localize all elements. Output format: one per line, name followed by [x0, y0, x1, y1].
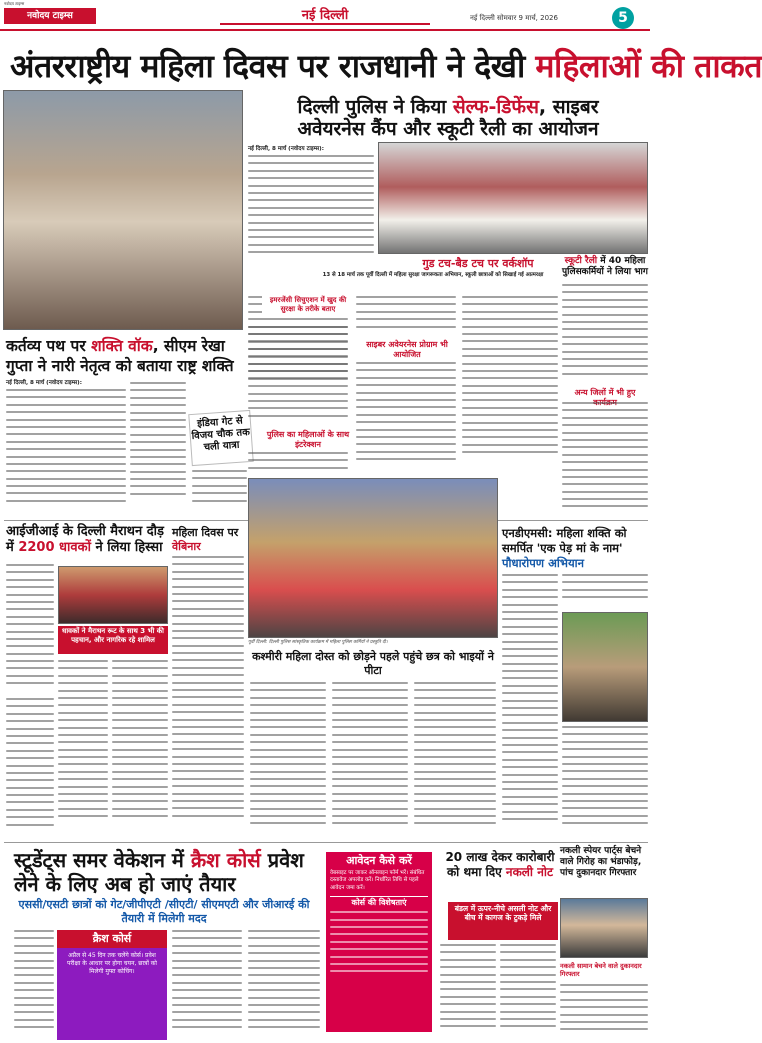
scooty-rally-text: में 40 महिला पुलिसकर्मियों ने लिया भाग [562, 256, 648, 277]
course-features-title: कोर्स की विशेषताएं [330, 896, 428, 909]
police-story-byline: नई दिल्ली, 8 मार्च (नवोदय टाइम्स): [248, 146, 324, 152]
students-headline-part1: स्टूडेंट्स समर वेकेशन में [14, 848, 191, 872]
deck-line-2: अवेयरनेस कैंप और स्कूटी रैली का आयोजन [297, 118, 599, 140]
webinar-headline-text: महिला दिवस पर [172, 526, 239, 539]
marathon-col-a [6, 564, 54, 694]
workshop-col-c [462, 296, 558, 472]
scooty-side-col-b [562, 402, 648, 520]
police-story-deck [248, 96, 648, 140]
bottom-section-divider [4, 842, 648, 843]
shakti-headline-part2: , सीएम रेखा गुप्ता ने नारी नेतृत्व को बताया राष्ट्र शक्ति [6, 337, 234, 375]
marathon-headline-part2: ने लिया हिस्सा [90, 540, 163, 555]
ndmc-col-c [562, 726, 648, 836]
marathon-col-d [112, 660, 168, 836]
police-story-text [248, 146, 374, 256]
page-header [0, 0, 650, 26]
workshop-subtext: 13 से 18 मार्च तक पूर्वी दिल्ली में महिला सुरक्षा जागरूकता अभियान, स्कूली छात्राओं को सिखाई गई आत्मरक्षा [322, 272, 544, 278]
spare-parts-col [560, 984, 648, 1038]
marathon-col-c [6, 698, 54, 836]
fake-currency-headline [440, 850, 560, 880]
deck-line-1 [248, 96, 648, 118]
scooty-rally-headline [560, 256, 650, 278]
shakti-story-col2 [130, 382, 186, 510]
spare-parts-headline: नकली स्पेयर पार्ट्स बेचने वाले गिरोह का भंडाफोड़, पांच दुकानदार गिरफ्तार [560, 846, 642, 878]
crash-course-text: अप्रैल से 45 दिन तक चलेंगे कोर्स। प्रवेश परीक्षा के आधार पर होगा चयन, छात्रों को मिलेगी मुफ्त कोचिंग। [67, 952, 157, 975]
main-headline-part1: अंतरराष्ट्रीय महिला दिवस पर राजधानी ने देखी [10, 47, 536, 85]
header-divider [0, 29, 650, 31]
currency-col-b [500, 944, 556, 1038]
scooty-side-col-a [562, 284, 648, 384]
webinar-headline [172, 526, 248, 554]
deck-line1-text: दिल्ली पुलिस ने किया [297, 96, 453, 118]
webinar-col [172, 556, 244, 836]
how-to-apply-text: वेबसाइट पर जाकर ऑनलाइन फॉर्म भरें। संबंधित दस्तावेज अपलोड करें। निर्धारित तिथि से पहले आवेदन जमा करें। [330, 870, 425, 891]
kashmiri-headline: कश्मीरी महिला दोस्त को छोड़ने पहले पहुंचे छत्र को भाइयों ने पीटा [252, 650, 494, 677]
workshop-col-a [356, 296, 456, 336]
cultural-photo-caption: पूर्वी दिल्ली: दिल्ली पुलिस सांस्कृतिक कार्यक्रम में महिला पुलिस कर्मियों ने प्रस्तुति दी। [248, 640, 388, 645]
ndmc-col-a [502, 574, 558, 836]
ndmc-col-b [562, 574, 648, 610]
webinar-headline-highlight: वेबिनार [172, 540, 201, 553]
masthead-logo: नवोदय टाइम्स [4, 8, 96, 24]
shakti-headline-highlight: शक्ति वॉक [91, 337, 153, 355]
police-col-b [248, 326, 348, 426]
students-headline [14, 848, 309, 896]
shakti-story-col3 [192, 470, 247, 512]
crash-course-box [57, 930, 167, 1040]
fake-currency-callout: बंडल में ऊपर-नीचे असली नोट और बीच में कागज के टुकड़े मिले [448, 902, 558, 940]
crash-course-title: क्रैश कोर्स [57, 930, 167, 948]
workshop-col-b [356, 362, 456, 472]
students-col-b [172, 930, 242, 1038]
masthead-tag: नवोदय टाइम्स [4, 1, 25, 6]
how-to-apply-box [326, 852, 432, 1032]
page-number: 5 [612, 7, 634, 29]
students-subhead: एससी/एसटी छात्रों को गेट/जीपीएटी /सीएटी/ सीएमएटी और जीआरई की तैयारी में मिलेगी मदद [18, 898, 310, 925]
ndmc-headline-text: एनडीएमसी: महिला शक्ति को समर्पित 'एक पेड़ मां के नाम' [502, 526, 627, 555]
deck-line1-end: , साइबर [538, 96, 599, 118]
route-callout: इंडिया गेट से विजय चौक तक चली यात्रा [188, 410, 253, 466]
cultural-event-photo [248, 478, 498, 638]
fake-currency-headline-highlight: नकली नोट [505, 865, 554, 879]
shakti-story-byline: नई दिल्ली, 8 मार्च (नवोदय टाइम्स): [6, 380, 82, 386]
subhead-cyber: साइबर अवेयरनेस प्रोग्राम भी आयोजित [366, 340, 448, 359]
fake-currency-headline-text: 20 लाख देकर कारोबारी को थमा दिए [445, 850, 555, 879]
subhead-other-districts: अन्य जिलों में भी हुए [574, 388, 636, 397]
students-col-c [248, 930, 320, 1038]
kashmiri-col-a [250, 682, 326, 836]
scooty-rally-highlight: स्कूटी रैली [564, 256, 598, 266]
marathon-headline-highlight: 2200 धावकों [18, 540, 91, 555]
marathon-photo [58, 566, 168, 624]
police-col-c [248, 452, 348, 476]
spare-parts-quote: नकली सामान बेचने वाले दुकानदार गिरफ्तार [560, 962, 642, 978]
deck-line1-highlight: सेल्फ-डिफेंस [452, 96, 539, 118]
shakti-walk-headline [6, 336, 246, 376]
scooty-rally-photo [378, 142, 648, 254]
marathon-photo-caption: धावकों ने मैराथन रूट के साथ 3 भी की पहचान, और नागरिक रहे शामिल [58, 626, 168, 654]
students-headline-part2: प्रवेश लेने के लिए अब हो जाएं तैयार [14, 848, 304, 896]
ndmc-headline-highlight: पौधारोपण अभियान [502, 556, 584, 570]
kashmiri-col-c [414, 682, 496, 836]
subhead-emergency: इमरजेंसी सिचुएशन में खुद की सुरक्षा के तरीके बताए [262, 296, 354, 314]
tree-plantation-photo [562, 612, 648, 722]
shakti-headline-part1: कर्तव्य पथ पर [6, 337, 92, 355]
kashmiri-col-b [332, 682, 408, 836]
shakti-story-col1 [6, 380, 126, 510]
how-to-apply-title: आवेदन कैसे करें [346, 854, 412, 867]
edition-title: नई दिल्ली [220, 5, 430, 25]
marathon-headline-part1: आईजीआई के दिल्ली मैराथन दौड़ में [6, 524, 164, 555]
subhead-interaction: पुलिस का महिलाओं के साथ इंटरेक्शन [266, 430, 350, 449]
currency-col-a [440, 944, 496, 1038]
marathon-headline [6, 524, 166, 556]
dateline: नई दिल्ली सोमवार 9 मार्च, 2026 [470, 14, 558, 22]
workshop-headline: गुड टच-बैड टच पर वर्कशॉप [422, 257, 534, 270]
ndmc-headline [502, 526, 648, 571]
spare-parts-photo [560, 898, 648, 958]
main-headline [10, 44, 762, 88]
women-walk-photo [3, 90, 243, 330]
students-headline-highlight: क्रैश कोर्स [190, 848, 261, 872]
students-col-a [14, 930, 54, 1038]
main-headline-highlight: महिलाओं की ताकत [535, 47, 762, 85]
marathon-col-b [58, 660, 108, 836]
